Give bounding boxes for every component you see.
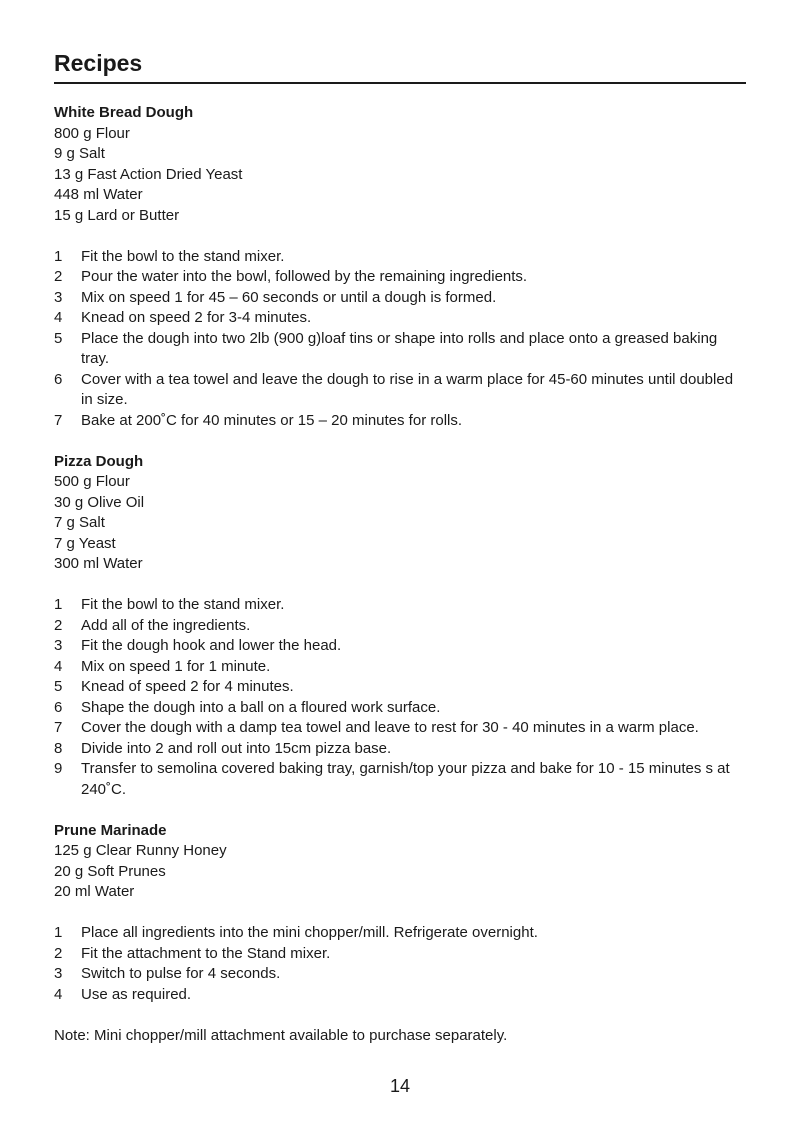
recipe-title: Pizza Dough [54,452,144,470]
step-item [54,985,746,1006]
step-number: 8 [54,739,63,757]
step-item [54,698,746,719]
step-list [54,923,746,1005]
step-text: Fit the attachment to the Stand mixer. [81,944,331,962]
step-number: 1 [54,924,63,941]
ingredient-item: 9 g Salt [54,145,105,162]
step-number: 2 [54,944,63,962]
step-text: Fit the dough hook and lower the head. [81,637,342,654]
step-number: 2 [54,616,63,634]
step-item [54,595,746,616]
step-text: Fit the bowl to the stand mixer. [81,247,285,265]
step-text: Switch to pulse for 4 seconds. [81,965,281,982]
ingredient-list [54,124,746,227]
step-item [54,267,746,288]
step-number: 6 [54,370,63,388]
recipes-list [54,103,746,1005]
recipe-section [54,452,746,801]
step-number: 4 [54,309,63,326]
step-text: Cover the dough with a damp tea towel and leave to rest for 30 - 40 minutes in a warm place. [81,719,699,736]
step-text: Mix on speed 1 for 1 minute. [81,657,271,675]
ingredient-item: 20 g Soft Prunes [54,862,166,880]
step-item [54,964,746,985]
step-number: 5 [54,678,63,695]
step-number: 1 [54,596,63,613]
ingredient-item: 800 g Flour [54,124,130,142]
ingredient-item: 15 g Lard or Butter [54,206,180,224]
recipe-section [54,821,746,1006]
step-number: 1 [54,247,63,265]
ingredient-item: 448 ml Water [54,186,143,203]
step-number: 7 [54,719,63,736]
recipes-content [54,103,746,1046]
recipe-title: White Bread Dough [54,104,194,121]
step-text: Shape the dough into a ball on a floured work surface. [81,698,441,716]
step-item [54,944,746,965]
step-item [54,329,746,370]
step-number: 3 [54,637,63,654]
step-text: Knead on speed 2 for 3-4 minutes. [81,309,312,326]
step-item [54,923,746,944]
step-item [54,370,746,411]
ingredient-item: 500 g Flour [54,473,130,490]
step-text: Knead of speed 2 for 4 minutes. [81,678,294,695]
purchase-note: Note: Mini chopper/mill attachment available to purchase separately. [54,1026,508,1044]
ingredient-item: 7 g Salt [54,514,105,531]
step-item [54,718,746,739]
step-text: Mix on speed 1 for 45 – 60 seconds or until a dough is formed. [81,288,497,306]
step-text: Pour the water into the bowl, followed by the remaining ingredients. [81,268,528,285]
ingredient-list [54,841,746,903]
page-title: Recipes [54,50,143,76]
step-item [54,308,746,329]
recipe-title: Prune Marinade [54,821,167,839]
step-text: Bake at 200˚C for 40 minutes or 15 – 20 minutes for rolls. [81,411,463,429]
step-text: Cover with a tea towel and leave the dough to rise in a warm place for 45-60 minutes until doubled in size. [81,370,734,408]
step-list [54,247,746,432]
title-divider [54,82,746,84]
step-text: Fit the bowl to the stand mixer. [81,596,285,613]
step-number: 9 [54,760,63,777]
step-item [54,636,746,657]
step-text: Add all of the ingredients. [81,616,251,634]
ingredient-item: 7 g Yeast [54,534,116,552]
step-text: Place all ingredients into the mini chopper/mill. Refrigerate overnight. [81,924,538,941]
step-item [54,759,746,800]
step-item [54,677,746,698]
step-list [54,595,746,800]
step-item [54,616,746,637]
step-number: 7 [54,411,63,429]
step-item [54,657,746,678]
page-number: 14 [389,1076,411,1096]
step-text: Transfer to semolina covered baking tray, garnish/top your pizza and bake for 10 - 15 minutes s at 240˚C. [81,760,730,798]
step-item [54,288,746,309]
step-item [54,247,746,268]
ingredient-item: 300 ml Water [54,555,143,572]
step-item [54,411,746,432]
step-number: 3 [54,965,63,982]
step-text: Use as required. [81,985,192,1003]
ingredient-list [54,472,746,575]
recipe-section [54,103,746,431]
step-number: 4 [54,657,63,675]
step-number: 3 [54,288,63,306]
ingredient-item: 13 g Fast Action Dried Yeast [54,165,243,183]
step-text: Place the dough into two 2lb (900 g)loaf tins or shape into rolls and place onto a greased baking tray. [81,329,718,367]
step-number: 6 [54,698,63,716]
step-number: 2 [54,268,63,285]
step-number: 5 [54,329,63,347]
ingredient-item: 30 g Olive Oil [54,493,145,511]
ingredient-item: 125 g Clear Runny Honey [54,842,227,859]
step-number: 4 [54,985,63,1003]
ingredient-item: 20 ml Water [54,883,135,900]
step-text: Divide into 2 and roll out into 15cm pizza base. [81,739,392,757]
step-item [54,739,746,760]
